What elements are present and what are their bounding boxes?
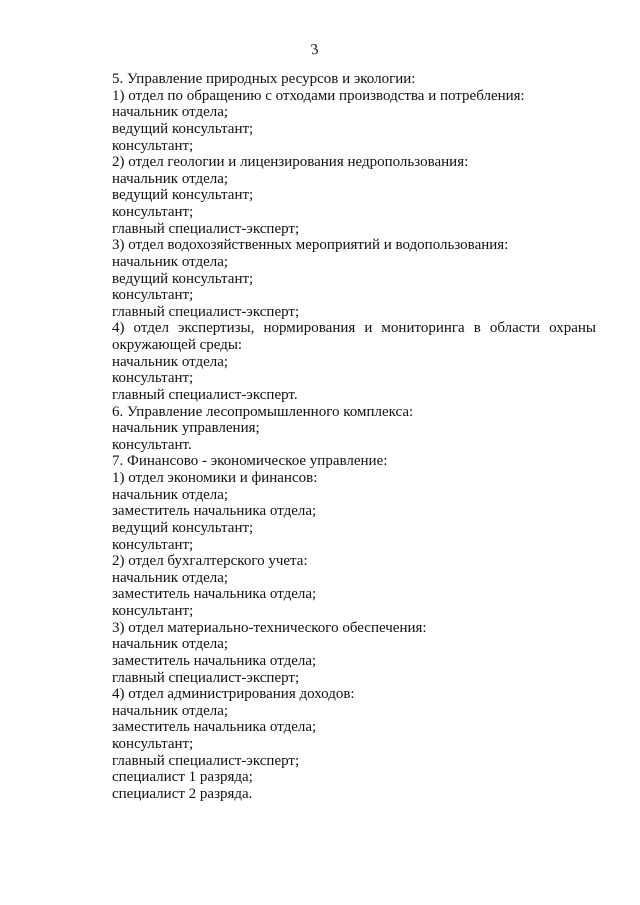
position-line: консультант; — [112, 287, 194, 304]
position-line: заместитель начальника отдела; — [112, 652, 317, 669]
position-line: заместитель начальника отдела; — [112, 719, 317, 736]
position-line: заместитель начальника отдела; — [112, 503, 317, 520]
section-heading: 1) отдел по обращению с отходами производства и потребления: — [112, 87, 525, 104]
position-line: главный специалист-эксперт; — [112, 669, 300, 686]
position-line: консультант; — [112, 603, 194, 619]
position-line: специалист 1 разряда; — [112, 769, 253, 786]
section-heading: 2) отдел бухгалтерского учета: — [112, 553, 308, 570]
position-line: ведущий консультант; — [112, 120, 254, 137]
section-heading: 3) отдел материально-технического обеспечения: — [112, 619, 427, 636]
section-heading: 4) отдел администрирования доходов: — [112, 686, 355, 703]
position-line: ведущий консультант; — [112, 519, 254, 536]
position-line: консультант; — [112, 736, 194, 752]
position-line: главный специалист-эксперт; — [112, 303, 300, 320]
position-line: консультант. — [112, 436, 192, 453]
position-line: главный специалист-эксперт; — [112, 752, 300, 769]
position-line: начальник управления; — [112, 420, 260, 437]
position-line: консультант; — [112, 204, 194, 220]
section-heading: 3) отдел водохозяйственных мероприятий и водопользования: — [112, 237, 509, 254]
position-line: начальник отдела; — [112, 253, 229, 270]
section-heading: 6. Управление лесопромышленного комплекса: — [112, 403, 414, 420]
position-line: окружающей среды: — [112, 337, 243, 353]
section-heading: 5. Управление природных ресурсов и экологии: — [112, 71, 416, 87]
section-heading: 7. Финансово - экономическое управление: — [112, 453, 388, 470]
position-line: ведущий консультант; — [112, 187, 254, 204]
position-line: начальник отдела; — [112, 104, 229, 121]
position-line: ведущий консультант; — [112, 270, 254, 287]
page-number: 3 — [309, 41, 320, 59]
section-heading: 1) отдел экономики и финансов: — [112, 470, 318, 486]
document-body — [112, 71, 596, 803]
position-line: заместитель начальника отдела; — [112, 586, 317, 603]
position-line: главный специалист-эксперт; — [112, 220, 300, 237]
position-line: специалист 2 разряда. — [112, 785, 253, 802]
position-line: консультант; — [112, 137, 194, 154]
position-line: начальник отдела; — [112, 353, 229, 370]
position-line: консультант; — [112, 536, 194, 553]
position-line: начальник отдела; — [112, 636, 229, 653]
section-heading: 4) отдел экспертизы, нормирования и мониторинга в области охраны — [112, 320, 596, 337]
position-line: начальник отдела; — [112, 702, 229, 719]
position-line: главный специалист-эксперт. — [112, 386, 298, 403]
position-line: консультант; — [112, 370, 194, 387]
position-line: начальник отдела; — [112, 170, 229, 187]
position-line: начальник отдела; — [112, 569, 229, 586]
section-heading: 2) отдел геологии и лицензирования недропользования: — [112, 154, 469, 171]
position-line: начальник отдела; — [112, 486, 229, 503]
